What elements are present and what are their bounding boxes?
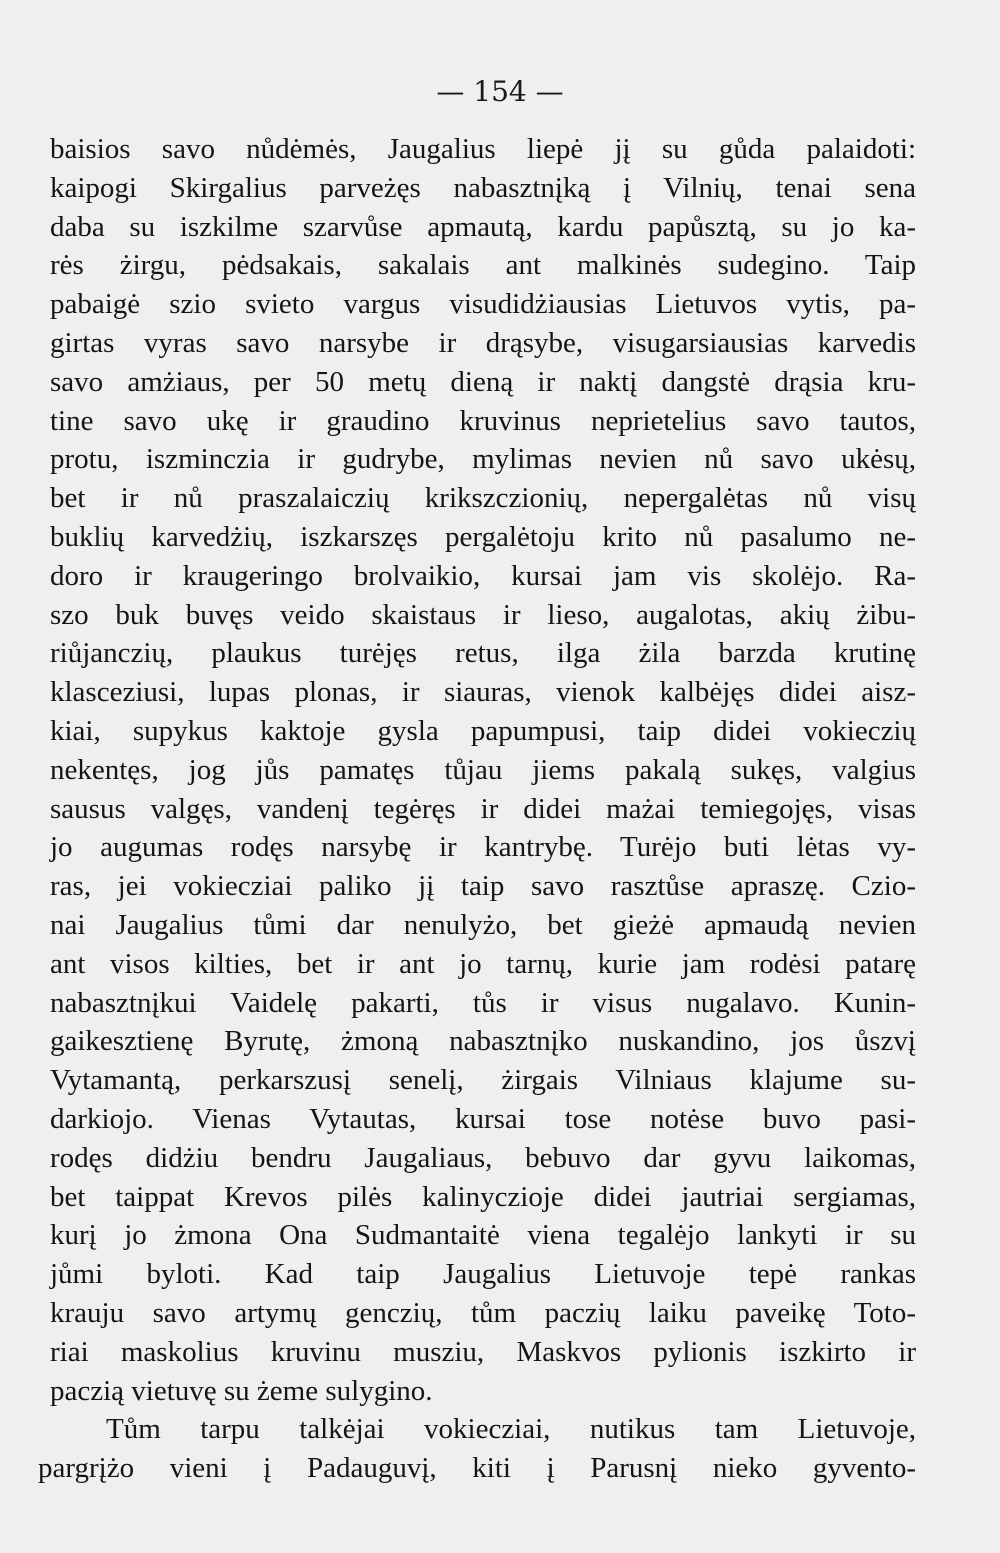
text-line: ras, jei vokiecziai paliko jį taip savo rasztůse apraszę. Czio- — [50, 870, 916, 903]
text-line: Vytamantą, perkarszusį senelį, żirgais Vilniaus klajume su- — [50, 1064, 916, 1097]
page-number: — 154 — — [436, 75, 564, 108]
text-line: savo amżiaus, per 50 metų dieną ir naktį dangstė drąsia kru- — [50, 365, 916, 398]
text-line: riůjanczių, plaukus turėjęs retus, ilga żila barzda krutinę — [50, 637, 916, 670]
text-line: kurį jo żmona Ona Sudmantaitė viena tegalėjo lankyti ir su — [50, 1219, 916, 1252]
text-line: kaipogi Skirgalius parveżęs nabasztnįką į Vilnių, tenai sena — [50, 171, 916, 204]
text-line: doro ir kraugeringo brolvaikio, kursai jam vis skolėjo. Ra- — [50, 559, 916, 592]
text-line: pabaigė szio svieto vargus visudidżiausias Lietuvos vytis, pa- — [50, 288, 916, 321]
text-line: pargrįżo vieni į Padauguvį, kiti į Parusnį nieko gyvento- — [38, 1452, 916, 1485]
text-line: nai Jaugalius tůmi dar nenulyżo, bet gieżė apmaudą nevien — [50, 908, 916, 941]
text-line: bet taippat Krevos pilės kalinyczioje didei jautriai sergiamas, — [50, 1180, 916, 1213]
text-line: gaikesztienę Byrutę, żmoną nabasztnįko nuskandino, jos ůszvį — [50, 1025, 916, 1058]
text-line: klasceziusi, lupas plonas, ir siauras, vienok kalbėjęs didei aisz- — [50, 676, 916, 709]
text-line: bet ir nů praszalaiczių krikszczionių, nepergalėtas nů visų — [50, 482, 916, 515]
text-line: jo augumas rodęs narsybę ir kantrybę. Turėjo buti lėtas vy- — [50, 831, 916, 864]
text-line: ant visos kilties, bet ir ant jo tarnų, kurie jam rodėsi patarę — [50, 947, 916, 980]
text-line: rės żirgu, pėdsakais, sakalais ant malkinės sudegino. Taip — [50, 249, 916, 282]
text-line: nekentęs, jog jůs pamatęs tůjau jiems pakalą sukęs, valgius — [50, 753, 916, 786]
text-line: paczią vietuvę su żeme sulygino. — [50, 1374, 433, 1407]
text-line: girtas vyras savo narsybe ir drąsybe, visugarsiausias karvedis — [50, 326, 916, 359]
text-line: jůmi byloti. Kad taip Jaugalius Lietuvoje tepė rankas — [50, 1258, 916, 1291]
text-line: nabasztnįkui Vaidelę pakarti, tůs ir visus nugalavo. Kunin- — [50, 986, 916, 1019]
text-line: tine savo ukę ir graudino kruvinus neprietelius savo tautos, — [50, 404, 916, 437]
text-line: riai maskolius kruvinu musziu, Maskvos pylionis iszkirto ir — [50, 1335, 916, 1368]
text-line: baisios savo nůdėmės, Jaugalius liepė jį su gůda palaidoti: — [50, 133, 916, 165]
text-line: sausus valgęs, vandenį tegėręs ir didei mażai temiegojęs, visas — [50, 792, 916, 825]
text-line: protu, iszminczia ir gudrybe, mylimas nevien nů savo ukėsų, — [50, 443, 916, 476]
text-line: krauju savo artymų genczių, tům paczių laiku paveikę Toto- — [50, 1296, 916, 1329]
text-line: darkiojo. Vienas Vytautas, kursai tose notėse buvo pasi- — [50, 1102, 916, 1135]
text-line: kiai, supykus kaktoje gysla papumpusi, taip didei vokieczių — [50, 714, 916, 747]
text-line: Tům tarpu talkėjai vokiecziai, nutikus tam Lietuvoje, — [106, 1413, 916, 1446]
body-text — [38, 130, 916, 1488]
text-line: rodęs didżiu bendru Jaugaliaus, bebuvo dar gyvu laikomas, — [50, 1141, 916, 1174]
text-line: daba su iszkilme szarvůse apmautą, kardu papůsztą, su jo ka- — [50, 210, 916, 243]
text-line: buklių karvedżių, iszkarszęs pergalėtoju krito nů pasalumo ne- — [50, 520, 916, 553]
text-line: szo buk buvęs veido skaistaus ir lieso, augalotas, akių żibu- — [50, 598, 916, 631]
